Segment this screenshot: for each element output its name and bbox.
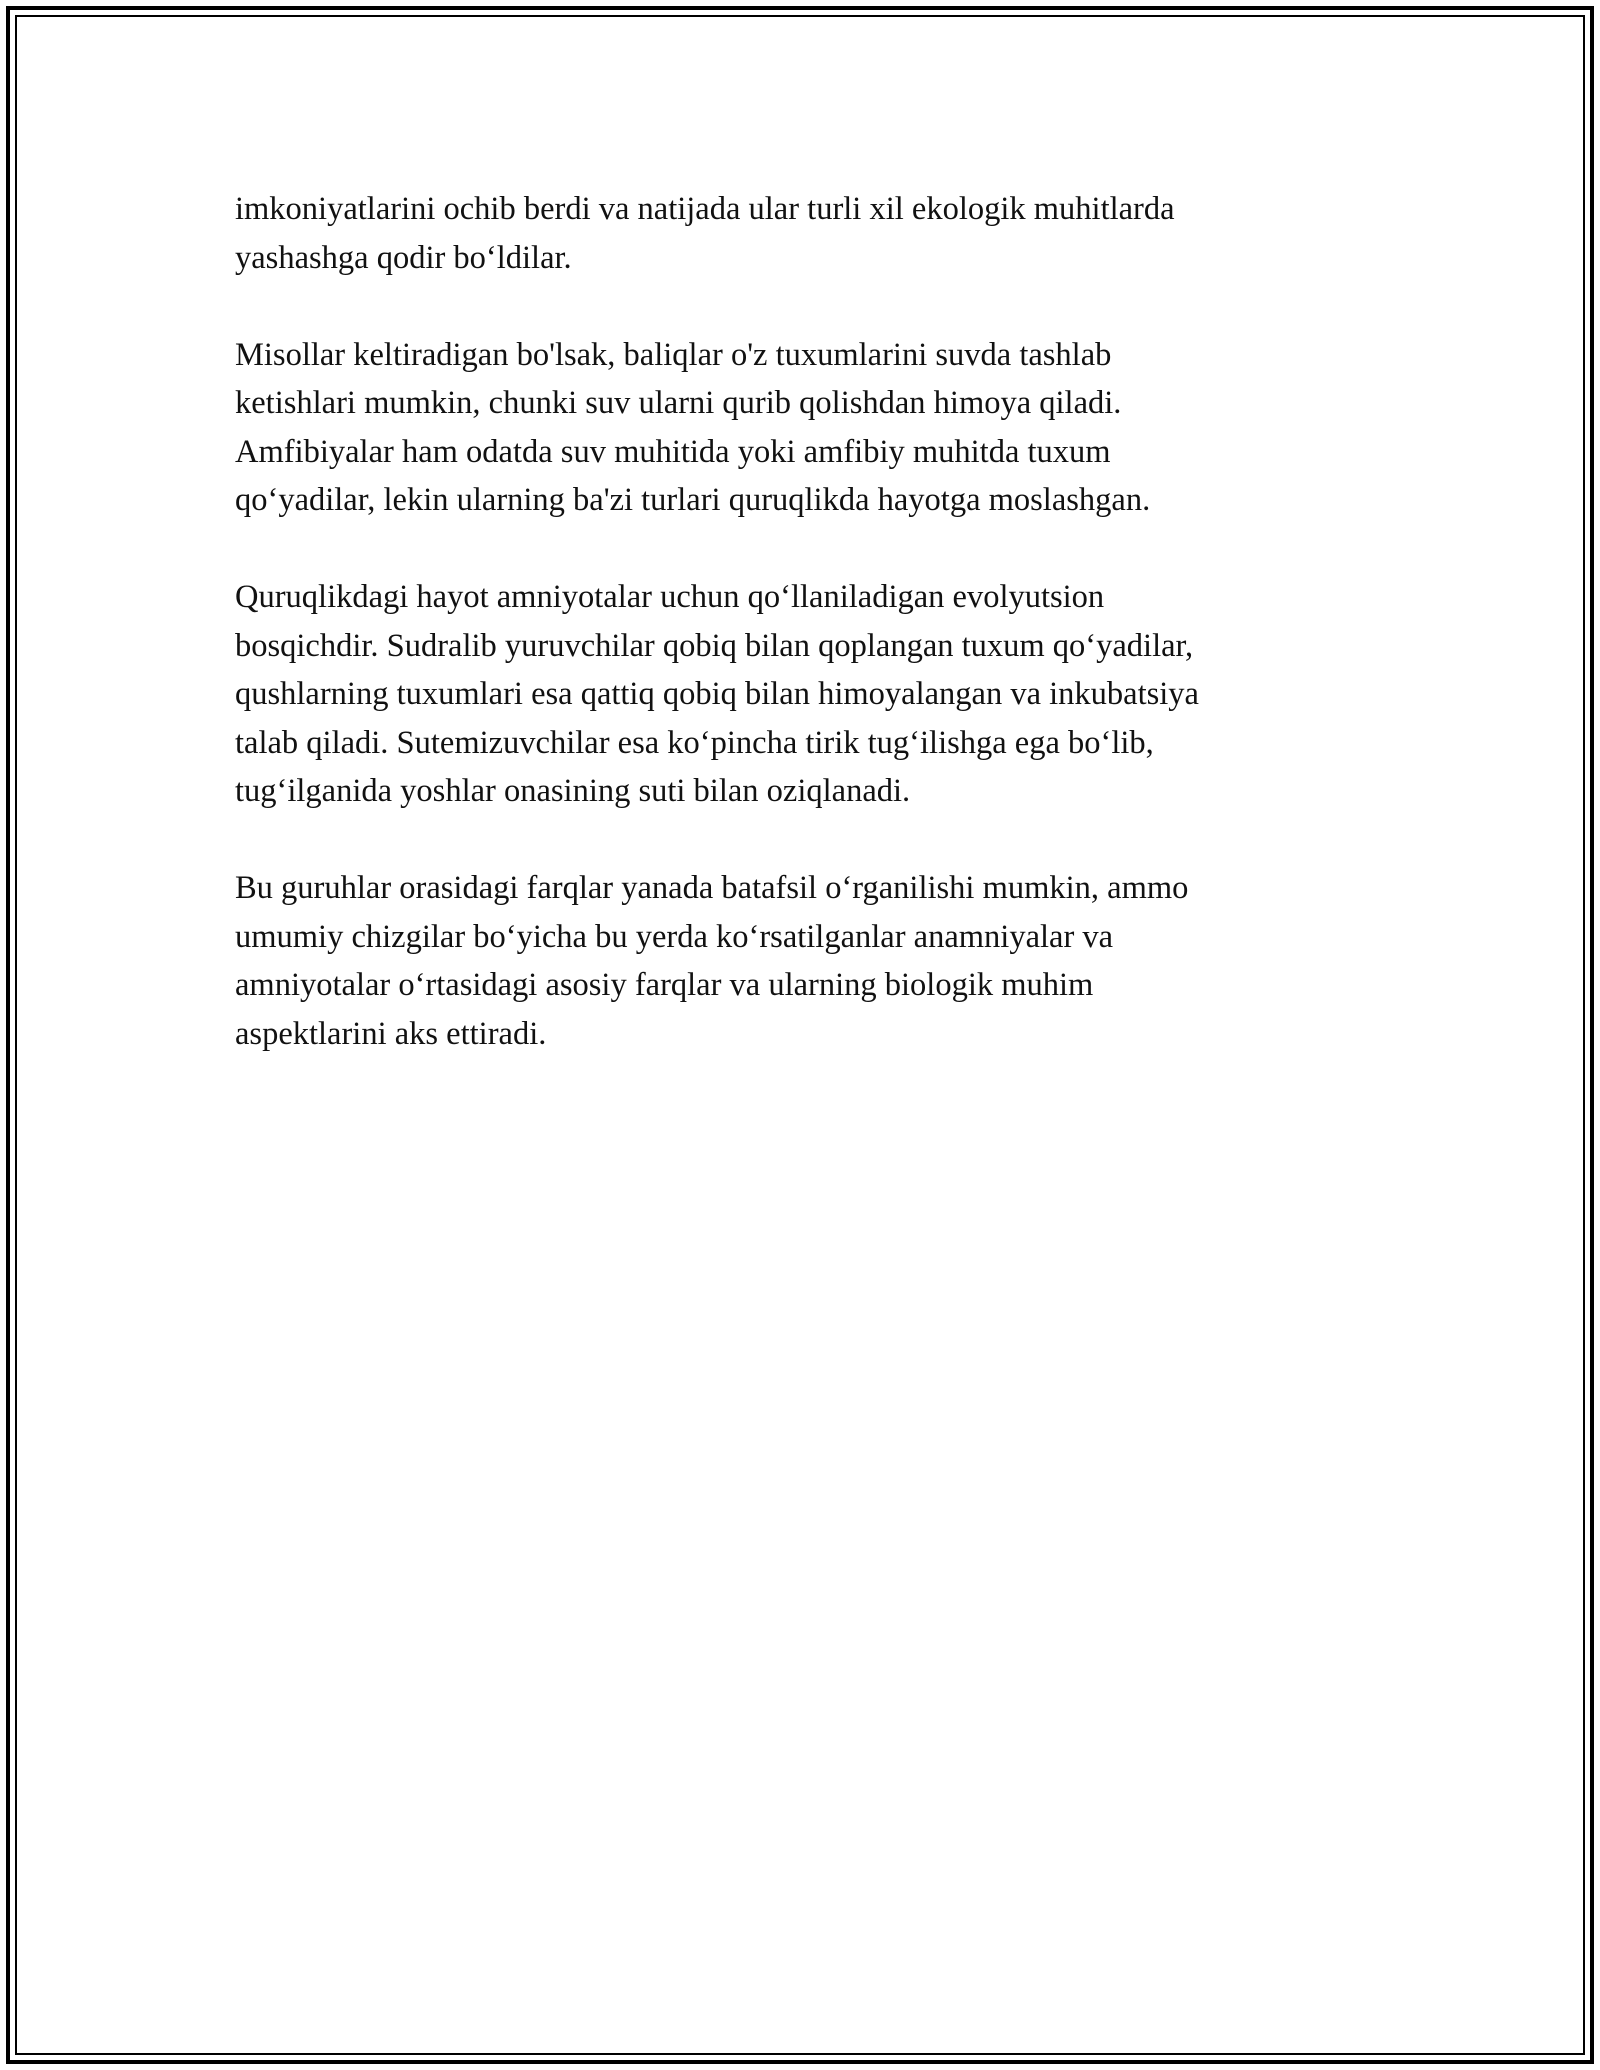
paragraph-4: [235, 864, 1365, 1058]
text-line: bosqichdir. Sudralib yuruvchilar qobiq bilan qoplangan tuxum qo‘yadilar,: [235, 627, 1194, 664]
text-line: talab qiladi. Sutemizuvchilar esa ko‘pincha tirik tug‘ilishga ega bo‘lib,: [235, 724, 1154, 761]
paragraph-3: [235, 573, 1365, 816]
text-line: aspektlarini aks ettiradi.: [235, 1015, 547, 1052]
text-line: tug‘ilganida yoshlar onasining suti bilan oziqlanadi.: [235, 773, 911, 809]
paragraph-1: [235, 185, 1365, 282]
text-line: Quruqlikdagi hayot amniyotalar uchun qo‘llaniladigan evolyutsion: [235, 579, 1105, 615]
paragraph-2: [235, 331, 1365, 525]
text-line: Bu guruhlar orasidagi farqlar yanada batafsil o‘rganilishi mumkin, ammo: [235, 870, 1189, 906]
text-line: qushlarning tuxumlari esa qattiq qobiq bilan himoyalangan va inkubatsiya: [235, 676, 1199, 712]
text-line: imkoniyatlarini ochib berdi va natijada ular turli xil ekologik muhitlarda: [235, 191, 1175, 227]
text-line: amniyotalar o‘rtasidagi asosiy farqlar va ularning biologik muhim: [235, 967, 1094, 1003]
text-line: Misollar keltiradigan bo'lsak, baliqlar o'z tuxumlarini suvda tashlab: [235, 336, 1112, 373]
text-line: qo‘yadilar, lekin ularning ba'zi turlari quruqlikda hayotga moslashgan.: [235, 482, 1151, 518]
text-line: umumiy chizgilar bo‘yicha bu yerda ko‘rsatilganlar anamniyalar va: [235, 918, 1114, 955]
document-body: [235, 185, 1365, 1107]
text-line: ketishlari mumkin, chunki suv ularni qurib qolishdan himoya qiladi.: [235, 385, 1122, 421]
text-line: Amfibiyalar ham odatda suv muhitida yoki amfibiy muhitda tuxum: [235, 433, 1111, 470]
text-line: yashashga qodir bo‘ldilar.: [235, 239, 572, 276]
